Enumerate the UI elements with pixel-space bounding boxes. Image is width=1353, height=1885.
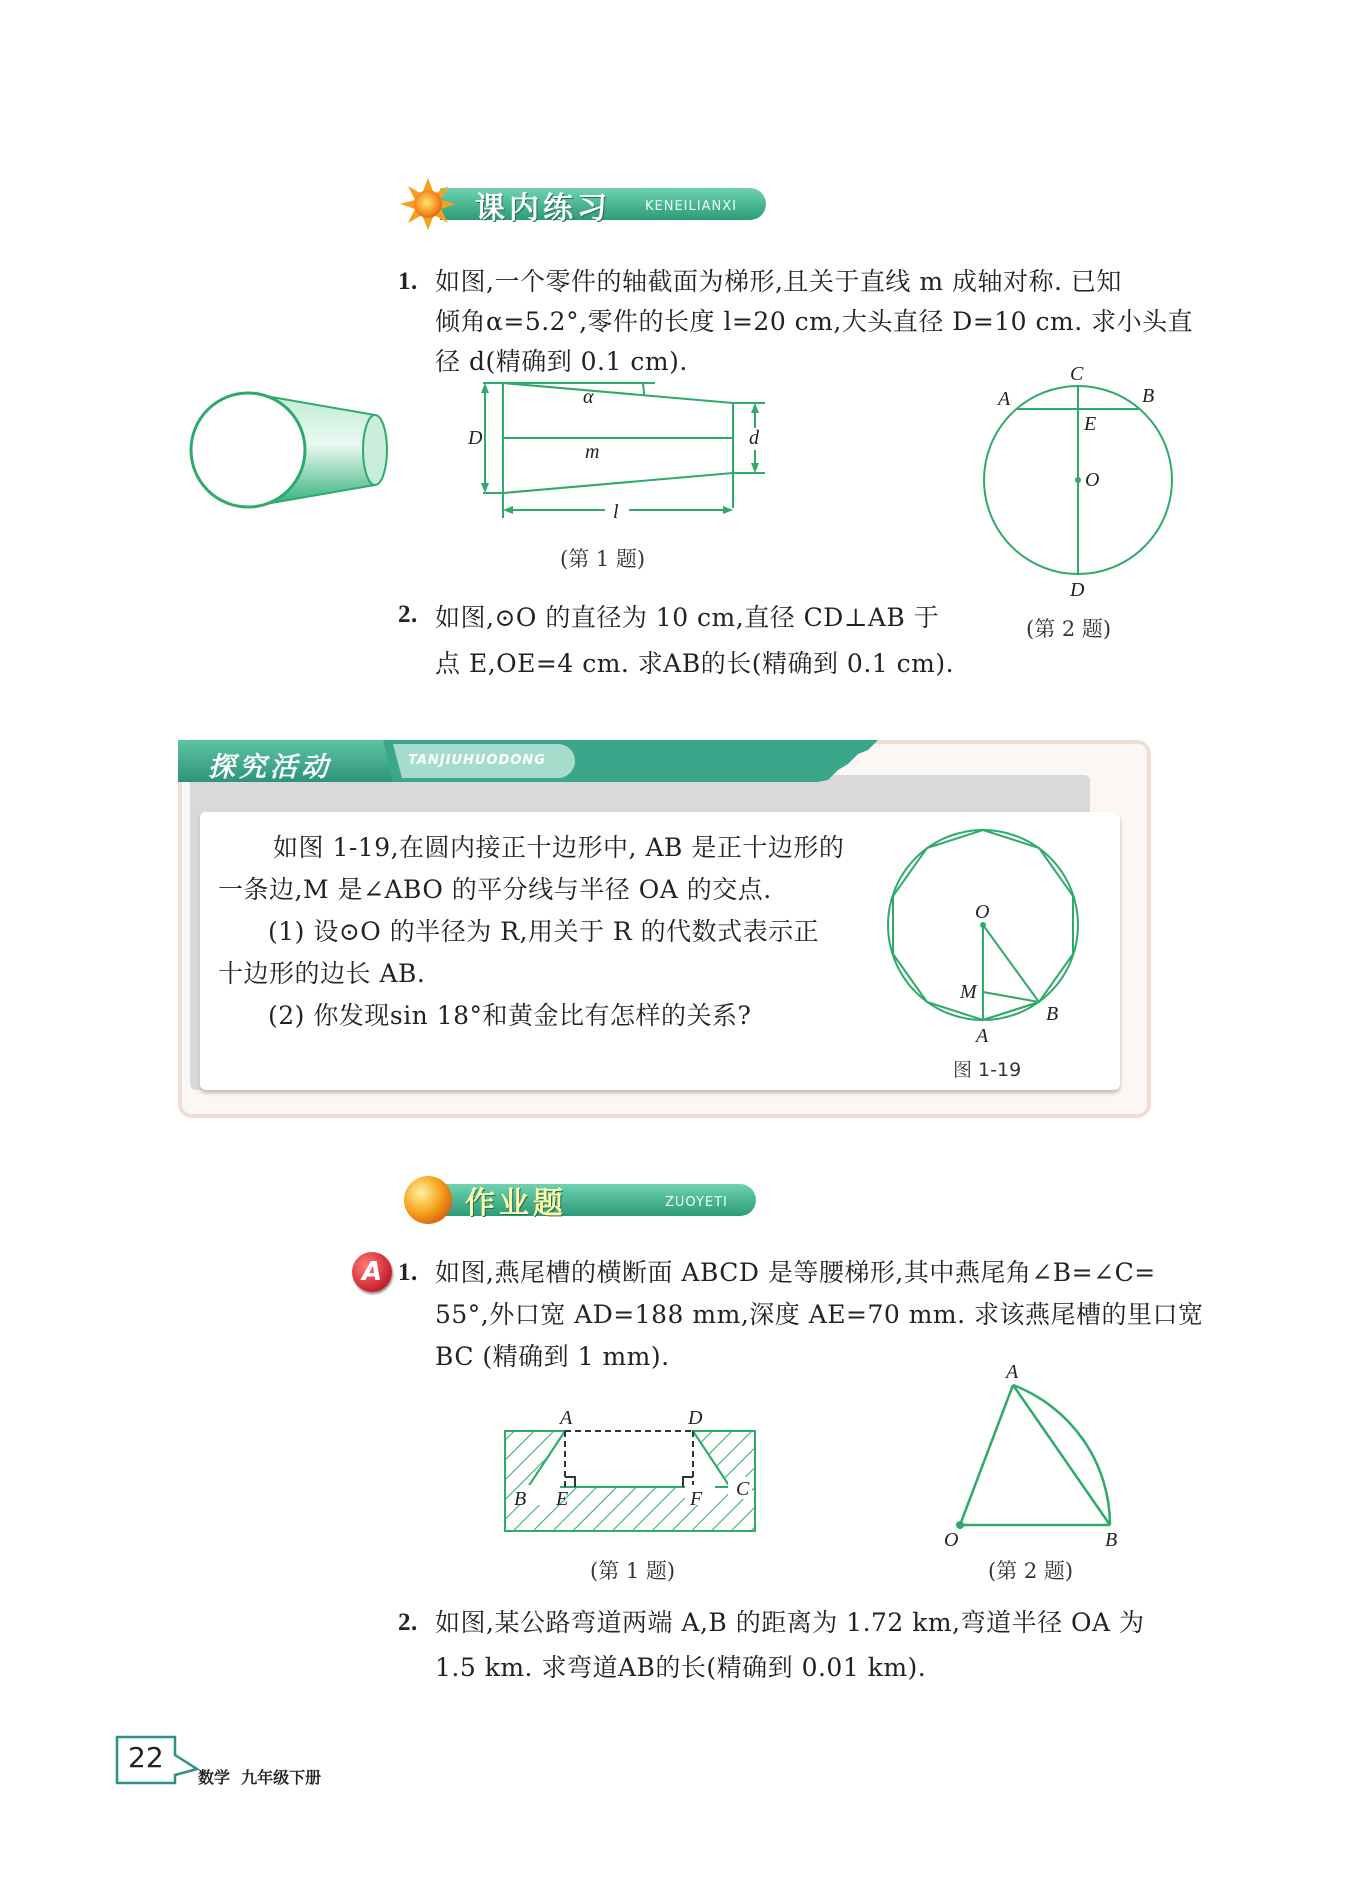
label-M: M (960, 981, 977, 1003)
text-line: (2) 你发现sin 18°和黄金比有怎样的关系? (268, 1001, 752, 1030)
label-C: C (1070, 363, 1084, 385)
problem-line: 点 E,OE=4 cm. 求AB的长(精确到 0.1 cm). (435, 649, 955, 678)
problem-number: 2. (398, 601, 418, 628)
label-E: E (556, 1488, 569, 1510)
label-A: A (998, 388, 1011, 410)
problem-number: 1. (398, 1259, 418, 1286)
section-subtitle: ZUOYETI (665, 1195, 728, 1210)
label-F: F (690, 1488, 703, 1510)
circle-chord-diagram (970, 360, 1190, 600)
label-A: A (976, 1025, 989, 1047)
problem-number: 2. (398, 1609, 418, 1636)
label-B: B (1046, 1003, 1059, 1025)
label-B: B (1105, 1529, 1118, 1550)
section-title: 探究活动 (208, 752, 332, 783)
text-line: 一条边,M 是∠ABO 的平分线与半径 OA 的交点. (218, 875, 772, 904)
figure-caption: 图 1-19 (953, 1059, 1022, 1081)
page-number: 22 (128, 1741, 164, 1774)
problem-line: 1.5 km. 求弯道AB的长(精确到 0.01 km). (435, 1653, 927, 1682)
problem-line: 径 d(精确到 0.1 cm). (435, 347, 688, 376)
label-B: B (1142, 385, 1155, 407)
road-curve-diagram (940, 1360, 1130, 1550)
orb-icon (404, 1176, 452, 1224)
badge-letter: A (361, 1257, 383, 1287)
label-A: A (560, 1407, 573, 1429)
decagon-diagram (880, 820, 1090, 1060)
label-l: l (613, 501, 619, 523)
text-line: (1) 设⊙O 的半径为 R,用关于 R 的代数式表示正 (268, 917, 820, 946)
problem-number: 1. (398, 268, 418, 295)
dovetail-groove-diagram (500, 1405, 770, 1545)
banner-keneilianxi (400, 178, 770, 230)
problem-line: 55°,外口宽 AD=188 mm,深度 AE=70 mm. 求该燕尾槽的里口宽 (435, 1300, 1204, 1329)
figure-caption: (第 1 题) (590, 1559, 676, 1583)
banner-tanjiuhuodong (178, 740, 878, 782)
label-D: D (688, 1407, 703, 1429)
problem-line: 如图,一个零件的轴截面为梯形,且关于直线 m 成轴对称. 已知 (435, 267, 1122, 296)
level-a-badge (352, 1252, 392, 1292)
text-line: 十边形的边长 AB. (218, 959, 426, 988)
label-D: D (468, 427, 483, 449)
figure-caption: (第 1 题) (560, 547, 646, 571)
label-C: C (736, 1478, 750, 1500)
cone-part-illustration (180, 385, 400, 520)
label-m: m (585, 441, 600, 463)
label-E: E (1084, 413, 1097, 435)
trapezoid-diagram (465, 378, 785, 538)
problem-line: 如图,某公路弯道两端 A,B 的距离为 1.72 km,弯道半径 OA 为 (435, 1608, 1145, 1637)
label-D: D (1070, 579, 1085, 600)
book-title: 数学 九年级下册 (198, 1768, 322, 1787)
label-B: B (514, 1488, 527, 1510)
section-title: 作业题 (465, 1186, 567, 1221)
figure-caption: (第 2 题) (1026, 617, 1112, 641)
label-O: O (1085, 469, 1100, 491)
label-alpha: α (583, 386, 594, 408)
label-A: A (1006, 1361, 1019, 1383)
label-O: O (944, 1529, 959, 1550)
label-O: O (975, 901, 990, 923)
section-subtitle: TANJIUHUODONG (408, 753, 546, 768)
exploration-text (218, 827, 878, 1037)
problem-line: BC (精确到 1 mm). (435, 1342, 670, 1371)
section-title: 课内练习 (475, 191, 611, 226)
problem-line: 如图,⊙O 的直径为 10 cm,直径 CD⊥AB 于 (435, 603, 940, 632)
label-d: d (749, 427, 759, 449)
text-line: 如图 1-19,在圆内接正十边形中, AB 是正十边形的 (273, 833, 845, 862)
problem-line: 倾角α=5.2°,零件的长度 l=20 cm,大头直径 D=10 cm. 求小头直 (435, 307, 1194, 336)
banner-zuoyeti (400, 1172, 760, 1228)
section-subtitle: KENEILIANXI (645, 199, 737, 214)
problem-line: 如图,燕尾槽的横断面 ABCD 是等腰梯形,其中燕尾角∠B=∠C= (435, 1258, 1156, 1287)
figure-caption: (第 2 题) (988, 1559, 1074, 1583)
